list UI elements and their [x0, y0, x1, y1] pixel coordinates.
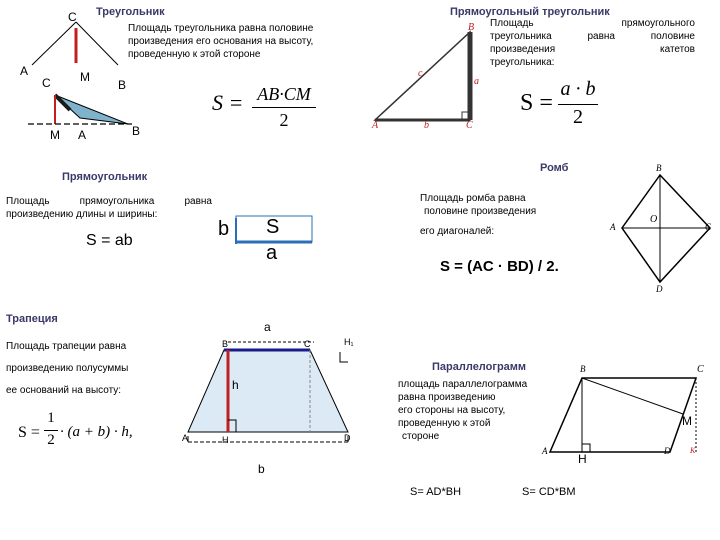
- par-label-a: A: [542, 446, 548, 456]
- trap-label-h-foot: H: [222, 435, 229, 445]
- rhombus-label-o: O: [650, 214, 658, 225]
- tri-label-a: A: [20, 64, 29, 78]
- trap-formula-rhs: · (a + b) · h,: [60, 424, 133, 440]
- parallelogram-title: Параллелограмм: [432, 361, 527, 373]
- trap-fraction-bar: [44, 430, 58, 431]
- rect-label-a: a: [266, 242, 278, 264]
- rhombus-title: Ромб: [540, 162, 569, 174]
- trap-label-d-vertex: D: [344, 433, 351, 443]
- trap-formula-num: 1: [47, 410, 55, 426]
- rectangle-title: Прямоугольник: [62, 171, 148, 183]
- par-desc-line-3: его стороны на высоту,: [398, 405, 506, 416]
- trap-label-a-vertex: A: [182, 433, 189, 443]
- rhombus-figure: [622, 175, 710, 282]
- par-label-m: M: [682, 414, 692, 428]
- rt-formula-num: a · b: [560, 78, 596, 100]
- triangle-title: Треугольник: [96, 6, 165, 18]
- rt-label-c-side: c: [418, 68, 423, 79]
- rhombus-desc-line-2: половине произведения: [424, 206, 537, 217]
- rt-fraction-bar: [558, 104, 598, 105]
- triangle-formula-den: 2: [279, 110, 289, 130]
- rt-formula-lhs: S =: [520, 90, 553, 116]
- rectangle-formula: S = ab: [86, 232, 133, 249]
- par-label-b: B: [580, 364, 586, 374]
- tri-label-c: C: [42, 76, 51, 90]
- trap-formula-lhs: S =: [18, 424, 40, 441]
- par-desc-line-4: проведенную к этой: [398, 418, 491, 429]
- rt-label-a: A: [372, 120, 379, 131]
- rt-label-b: B: [468, 22, 475, 33]
- rt-desc-line-4: треугольника:: [490, 57, 555, 68]
- rhombus-description: [420, 192, 570, 238]
- par-label-k: K: [690, 446, 696, 455]
- tri-label-c-top: C: [68, 10, 77, 24]
- trap-label-b-vertex: B: [222, 339, 229, 349]
- rhombus-label-b: B: [656, 163, 662, 173]
- rectangle-description: Площадь прямоугольника равна произведению длины и ширины:: [6, 196, 212, 220]
- right-triangle-title: Прямоугольный треугольник: [450, 6, 610, 18]
- triangle-description: Площадь треугольника равна половине произведения его основания на высоту, проведенную к этой стороне: [128, 23, 314, 60]
- trap-desc-line-1: Площадь трапеции равна: [6, 341, 127, 352]
- trap-formula-den: 2: [47, 432, 55, 448]
- par-label-c: C: [697, 364, 704, 375]
- rect-label-b: b: [218, 218, 230, 240]
- trapezoid-figure: [188, 342, 348, 442]
- rhombus-formula: S = (AC · BD) / 2.: [440, 258, 559, 275]
- trap-desc-line-2: произведению полусуммы: [6, 363, 129, 374]
- par-label-d: D: [664, 446, 671, 456]
- triangle-formula-num: AB·CM: [257, 84, 311, 104]
- trap-label-c-vertex: C: [304, 339, 311, 349]
- rhombus-label-c: C: [705, 222, 712, 232]
- trapezoid-title: Трапеция: [6, 313, 58, 325]
- trap-label-a: a: [264, 320, 271, 334]
- trap-label-h1: H₁: [344, 337, 354, 347]
- par-label-h: H: [578, 452, 587, 466]
- tri-label-b2: B: [132, 124, 141, 138]
- parallelogram-description: [398, 378, 568, 443]
- par-desc-line-1: площадь параллелограмма: [398, 379, 528, 390]
- parallelogram-formula-2: S= CD*BM: [522, 486, 576, 498]
- right-triangle-description: [490, 17, 695, 69]
- trap-desc-line-3: ее оснований на высоту:: [6, 385, 122, 396]
- rt-label-c: C: [466, 120, 473, 131]
- rhombus-label-d: D: [656, 284, 663, 294]
- tri-label-a2: A: [78, 128, 87, 142]
- tri-label-b: B: [118, 78, 127, 92]
- rt-formula-den: 2: [573, 106, 583, 128]
- parallelogram-formula-1: S= AD*BH: [410, 486, 462, 498]
- triangle-formula-lhs: S =: [212, 90, 244, 115]
- trap-label-b: b: [258, 462, 265, 476]
- tri-label-m: M: [80, 70, 90, 84]
- tri-label-m2: M: [50, 128, 60, 142]
- trap-label-h: h: [232, 378, 239, 392]
- rect-label-s: S: [266, 216, 280, 238]
- rt-label-b-side: b: [424, 120, 429, 131]
- rt-desc-line-2: треугольника равна половине: [490, 31, 695, 42]
- rhombus-desc-line-1: Площадь ромба равна: [420, 193, 526, 204]
- right-triangle-figure: [375, 32, 470, 120]
- rt-desc-line-3: произведения катетов: [490, 44, 695, 55]
- par-desc-line-5: стороне: [402, 431, 440, 442]
- rhombus-label-a: A: [610, 222, 616, 232]
- rt-desc-line-1: Площадь прямоугольного: [490, 18, 695, 29]
- par-desc-line-2: равна произведению: [398, 392, 496, 403]
- rhombus-desc-line-3: его диагоналей:: [420, 226, 495, 237]
- triangle-fraction-bar: [252, 107, 316, 108]
- parallelogram-figure: [550, 378, 696, 452]
- rt-label-a-side: a: [474, 76, 479, 87]
- trapezoid-description: [6, 340, 186, 397]
